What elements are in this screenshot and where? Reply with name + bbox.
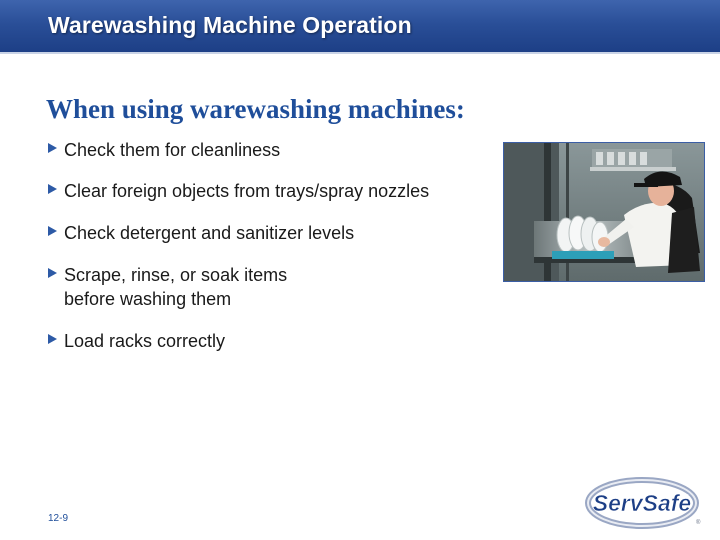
page-number: 12-9 — [48, 513, 69, 524]
dishwashing-worker-photo — [503, 142, 705, 282]
slide-heading: When using warewashing machines: — [46, 94, 465, 124]
bullet-text: Clear foreign objects from trays/spray nozzles — [64, 181, 430, 201]
bullet-arrow-icon — [48, 334, 57, 344]
bullet-arrow-icon — [48, 226, 57, 236]
registered-mark: ® — [696, 520, 701, 526]
bullet-text: Load racks correctly — [64, 331, 226, 351]
title-bar — [0, 0, 720, 54]
bullet-arrow-icon — [48, 184, 57, 194]
bullet-text-continued: before washing them — [64, 289, 232, 309]
bullet-arrow-icon — [48, 268, 57, 278]
servsafe-logo — [584, 474, 704, 532]
bullet-arrow-icon — [48, 143, 57, 153]
logo-wordmark: ServSafe — [592, 490, 692, 516]
bullet-text: Scrape, rinse, or soak items — [64, 265, 288, 285]
bullet-text: Check them for cleanliness — [64, 140, 281, 160]
slide-title: Warewashing Machine Operation — [48, 12, 412, 38]
bullet-text: Check detergent and sanitizer levels — [64, 223, 355, 243]
